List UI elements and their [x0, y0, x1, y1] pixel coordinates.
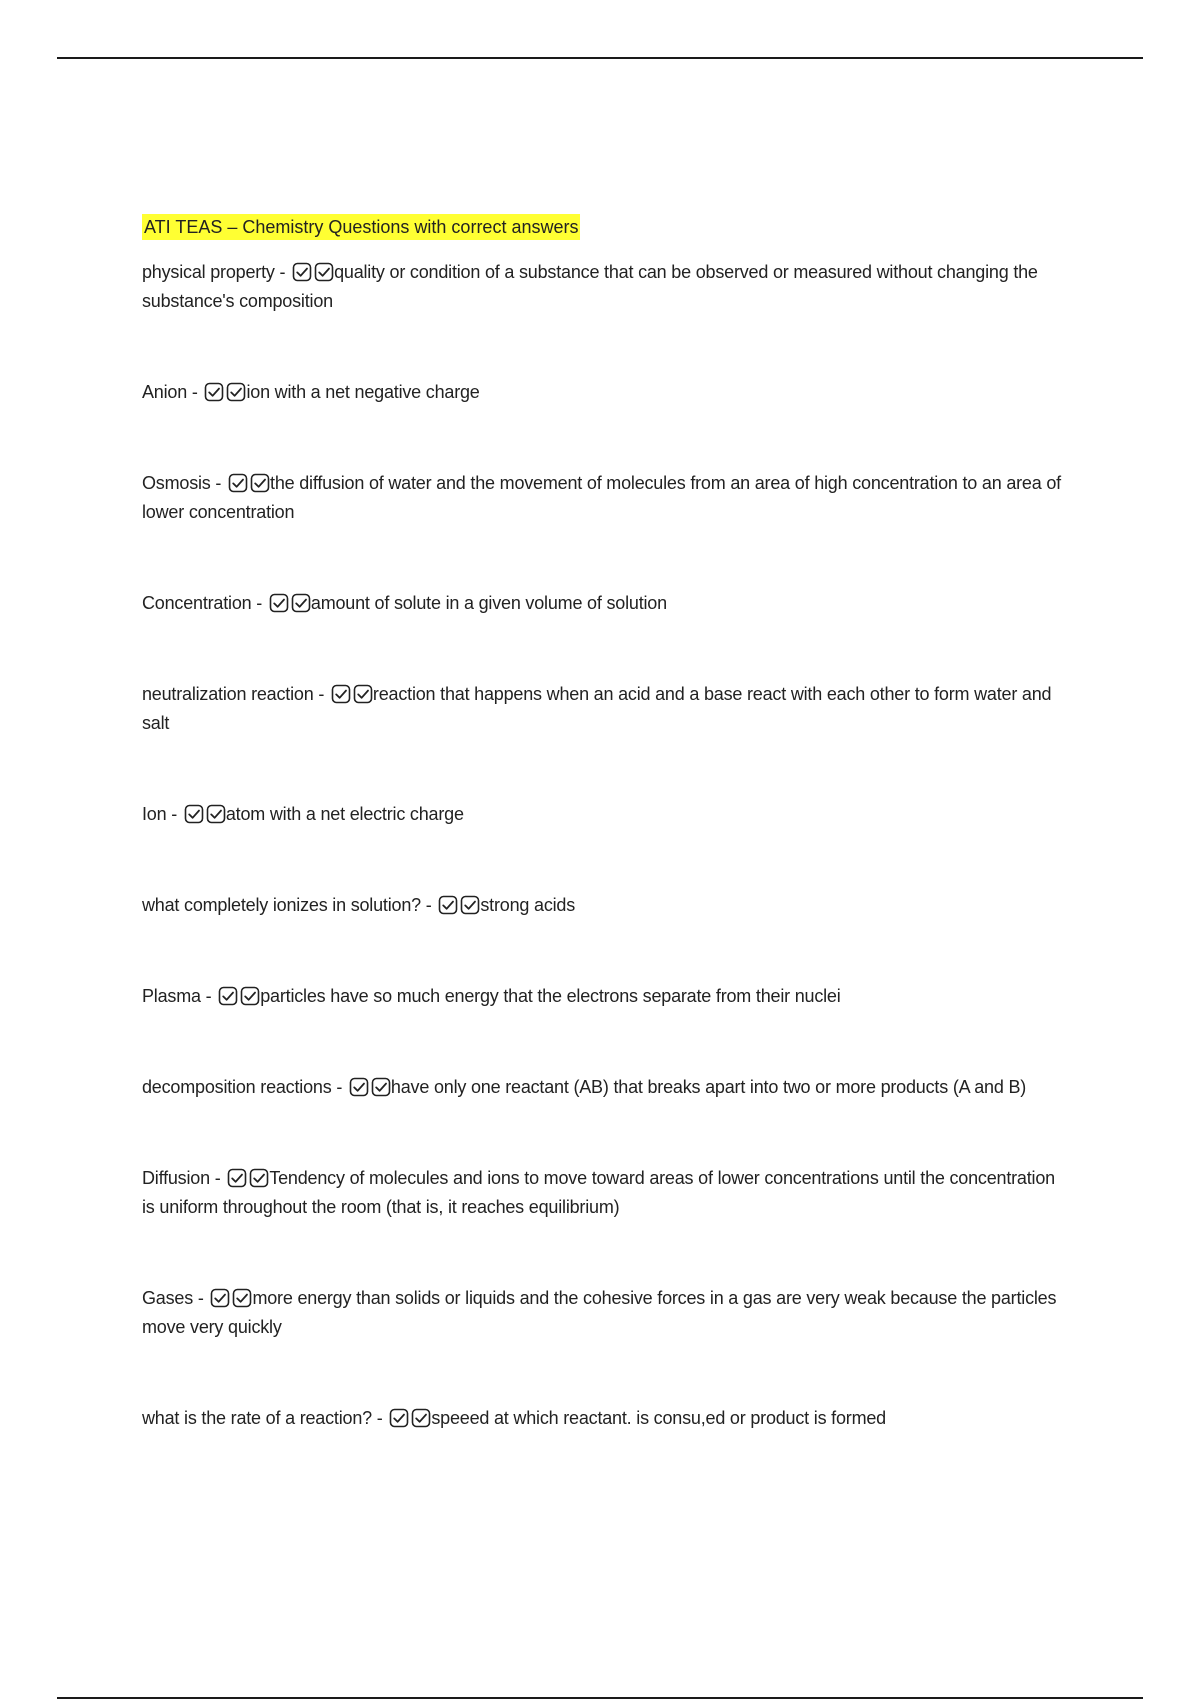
checkbox-checked-icon	[249, 1168, 269, 1188]
checkbox-checked-icon	[292, 262, 312, 282]
entry-definition: quality or condition of a substance that can be observed or measured without changing the substance's composition	[142, 262, 1038, 311]
checkbox-checked-icon	[460, 895, 480, 915]
entry-term: decomposition reactions	[142, 1077, 332, 1097]
entry-term: Diffusion	[142, 1168, 210, 1188]
entry-term: Concentration	[142, 593, 252, 613]
entry-term: neutralization reaction	[142, 684, 314, 704]
entry-checkboxes	[226, 473, 270, 493]
checkbox-checked-icon	[314, 262, 334, 282]
footer-rule	[57, 1697, 1143, 1699]
entry-definition: Tendency of molecules and ions to move toward areas of lower concentrations until the concentration is uniform throughout the room (that is, it reaches equilibrium)	[142, 1168, 1055, 1217]
list-item	[142, 1404, 1062, 1433]
list-item	[142, 1164, 1062, 1222]
entry-checkboxes	[290, 262, 334, 282]
entry-definition: the diffusion of water and the movement of molecules from an area of high concentration to an area of lower concentration	[142, 473, 1061, 522]
list-item	[142, 680, 1062, 738]
checkbox-checked-icon	[371, 1077, 391, 1097]
list-item	[142, 891, 1062, 920]
list-item	[142, 258, 1062, 316]
entry-definition: reaction that happens when an acid and a base react with each other to form water and salt	[142, 684, 1052, 733]
checkbox-checked-icon	[206, 804, 226, 824]
entry-term: physical property	[142, 262, 275, 282]
entry-separator: -	[166, 804, 182, 824]
list-item	[142, 1073, 1062, 1102]
entry-separator: -	[187, 382, 203, 402]
list-item	[142, 1284, 1062, 1342]
entry-definition: particles have so much energy that the electrons separate from their nuclei	[260, 986, 841, 1006]
entry-list	[142, 258, 1062, 1433]
entry-definition: speeed at which reactant. is consu,ed or product is formed	[431, 1408, 886, 1428]
checkbox-checked-icon	[411, 1408, 431, 1428]
checkbox-checked-icon	[228, 473, 248, 493]
entry-term: Plasma	[142, 986, 201, 1006]
entry-separator: -	[371, 1408, 388, 1428]
checkbox-checked-icon	[204, 382, 224, 402]
entry-term: Gases	[142, 1288, 194, 1308]
entry-separator: -	[420, 895, 437, 915]
entry-separator: -	[331, 1077, 347, 1097]
entry-checkboxes	[208, 1288, 252, 1308]
list-item	[142, 589, 1062, 618]
entry-separator: -	[193, 1288, 209, 1308]
entry-definition: more energy than solids or liquids and the cohesive forces in a gas are very weak because the particles move very quickly	[142, 1288, 1057, 1337]
document-body	[142, 214, 1062, 1495]
document-title: ATI TEAS – Chemistry Questions with correct answers	[142, 214, 580, 240]
header-rule	[57, 57, 1143, 59]
entry-checkboxes	[387, 1408, 431, 1428]
entry-definition: amount of solute in a given volume of solution	[310, 593, 667, 613]
entry-definition: strong acids	[480, 895, 576, 915]
entry-checkboxes	[182, 804, 226, 824]
checkbox-checked-icon	[291, 593, 311, 613]
entry-separator: -	[210, 473, 227, 493]
checkbox-checked-icon	[353, 684, 373, 704]
entry-checkboxes	[329, 684, 373, 704]
entry-definition: atom with a net electric charge	[225, 804, 464, 824]
checkbox-checked-icon	[218, 986, 238, 1006]
checkbox-checked-icon	[438, 895, 458, 915]
checkbox-checked-icon	[227, 1168, 247, 1188]
entry-term: what completely ionizes in solution?	[142, 895, 421, 915]
checkbox-checked-icon	[232, 1288, 252, 1308]
checkbox-checked-icon	[184, 804, 204, 824]
entry-checkboxes	[347, 1077, 391, 1097]
entry-definition: ion with a net negative charge	[246, 382, 480, 402]
entry-separator: -	[313, 684, 329, 704]
entry-separator: -	[209, 1168, 226, 1188]
entry-term: what is the rate of a reaction?	[142, 1408, 372, 1428]
entry-checkboxes	[225, 1168, 269, 1188]
entry-separator: -	[251, 593, 267, 613]
entry-term: Ion	[142, 804, 167, 824]
checkbox-checked-icon	[389, 1408, 409, 1428]
entry-checkboxes	[202, 382, 246, 402]
checkbox-checked-icon	[210, 1288, 230, 1308]
entry-term: Osmosis	[142, 473, 211, 493]
entry-checkboxes	[216, 986, 260, 1006]
list-item	[142, 982, 1062, 1011]
entry-separator: -	[274, 262, 291, 282]
entry-definition: have only one reactant (AB) that breaks apart into two or more products (A and B)	[390, 1077, 1027, 1097]
checkbox-checked-icon	[349, 1077, 369, 1097]
list-item	[142, 800, 1062, 829]
list-item	[142, 469, 1062, 527]
checkbox-checked-icon	[250, 473, 270, 493]
entry-term: Anion	[142, 382, 188, 402]
checkbox-checked-icon	[269, 593, 289, 613]
checkbox-checked-icon	[240, 986, 260, 1006]
entry-separator: -	[200, 986, 217, 1006]
list-item	[142, 378, 1062, 407]
entry-checkboxes	[436, 895, 480, 915]
checkbox-checked-icon	[226, 382, 246, 402]
checkbox-checked-icon	[331, 684, 351, 704]
entry-checkboxes	[267, 593, 311, 613]
